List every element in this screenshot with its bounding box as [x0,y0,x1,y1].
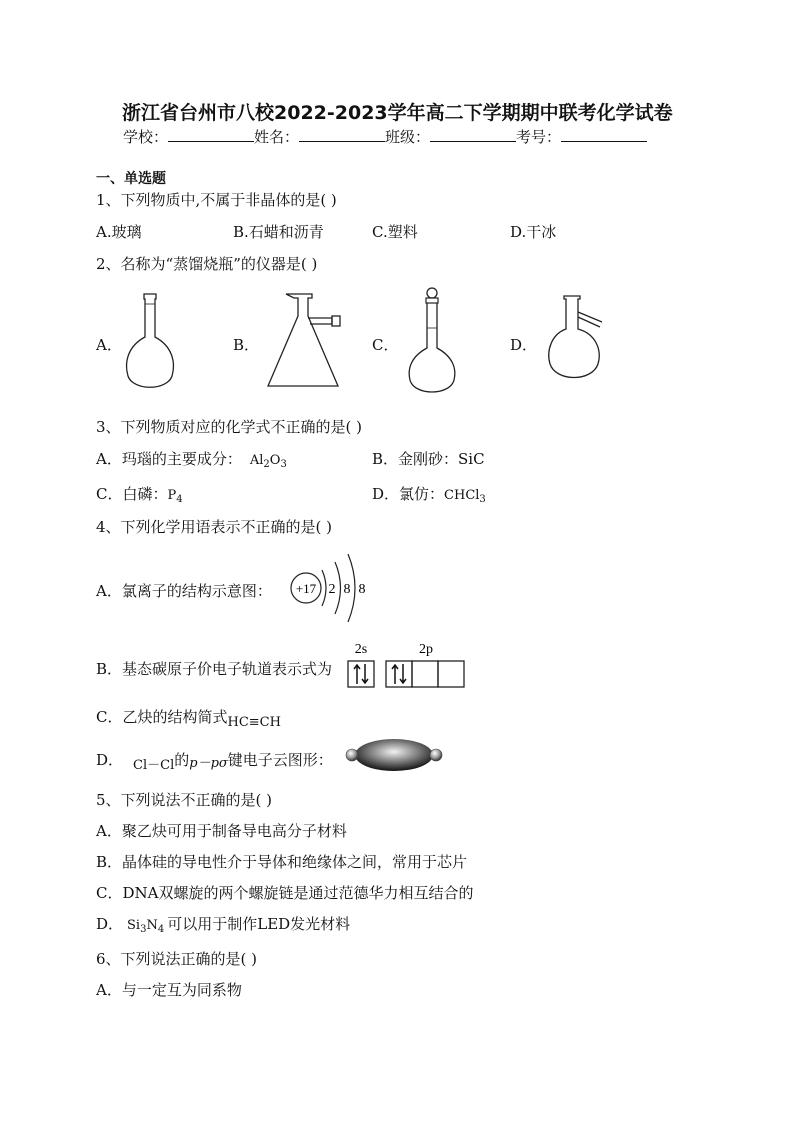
q4-stem: 4、下列化学用语表示不正确的是( ) [96,518,333,536]
q5-stem: 5、下列说法不正确的是( ) [96,791,273,809]
exam-number-label: 考号： [516,128,562,146]
q2-stem: 2、名称为“蒸馏烧瓶”的仪器是( ) [96,255,318,273]
exam-number-blank[interactable] [561,127,647,142]
p4-formula: $P_4$ [167,488,183,505]
q1-option-a: A.玻璃 [96,223,142,241]
cl-cl-formula: Cl－Cl [133,758,175,773]
class-blank[interactable] [430,127,516,142]
volumetric-flask-image [402,286,466,402]
shell-2-count: 8 [343,582,351,597]
q2-option-d: D． [510,336,538,354]
q3-option-d: D．氯仿：CHCl$_3$ [372,485,486,505]
q2-option-b: B． [233,336,260,354]
q1-option-d: D.干冰 [510,223,557,241]
q4-option-a: A．氯离子的结构示意图： [96,582,272,600]
q4-option-b: B．基态碳原子价电子轨道表示式为 [96,660,333,678]
name-blank[interactable] [299,127,385,142]
q6-stem: 6、下列说法正确的是( ) [96,950,258,968]
page-title: 浙江省台州市八校2022-2023学年高二下学期期中联考化学试卷 [122,102,673,124]
class-label: 班级： [385,128,431,146]
orbital-2p-label: 2p [419,642,433,657]
orbital-2s-label: 2s [354,642,368,657]
name-label: 姓名： [254,128,300,146]
school-label: 学校： [123,128,169,146]
nucleus-charge: +17 [295,581,317,596]
q3-stem: 3、下列物质对应的化学式不正确的是( ) [96,418,363,436]
q6-option-a: A．与一定互为同系物 [96,981,242,999]
q5-option-c: C．DNA双螺旋的两个螺旋链是通过范德华力相互结合的 [96,884,474,902]
q1-stem: 1、下列物质中,不属于非晶体的是( ) [96,191,337,209]
al2o3-formula: $Al_2O_3$ [249,453,287,470]
q1-option-c: C.塑料 [372,223,418,241]
shell-3-count: 8 [358,582,366,597]
q2-option-a: A． [96,336,122,354]
q5-option-d: D． $Si_3N_4$ 可以用于制作LED发光材料 [96,915,351,935]
q4-option-c: C．乙炔的结构简式HC≡CH [96,708,281,730]
q5-option-a: A．聚乙炔可用于制备导电高分子材料 [96,822,347,840]
shell-1-count: 2 [328,582,336,597]
q5-option-b: B．晶体硅的导电性介于导体和绝缘体之间，常用于芯片 [96,853,468,871]
suction-flask-image [264,290,348,392]
acetylene-formula: HC≡CH [227,715,281,730]
chcl3-formula: CHCl$_3$ [444,488,486,505]
section-heading: 一、单选题 [96,171,166,187]
chloride-ion-structure-diagram [286,550,376,624]
school-blank[interactable] [168,127,254,142]
round-bottom-flask-image [120,290,180,402]
q3-option-b: B．金刚砂：SiC [372,450,485,468]
q3-option-a: A．玛瑙的主要成分： $Al_2O_3$ [96,450,287,470]
sigma-bond-electron-cloud-image [343,737,445,773]
student-info-fields [123,126,647,147]
q4-option-d: D． Cl－Cl的p－pσ键电子云图形： [96,751,333,773]
q1-option-b: B.石蜡和沥青 [233,223,324,241]
p-p-sigma-label: p－pσ [189,756,228,771]
q2-option-c: C． [372,336,399,354]
q3-option-c: C．白磷：$P_4$ [96,485,183,505]
si3n4-formula: $Si_3N_4$ [127,918,165,935]
carbon-orbital-diagram [346,640,468,690]
distillation-flask-image [544,292,610,388]
